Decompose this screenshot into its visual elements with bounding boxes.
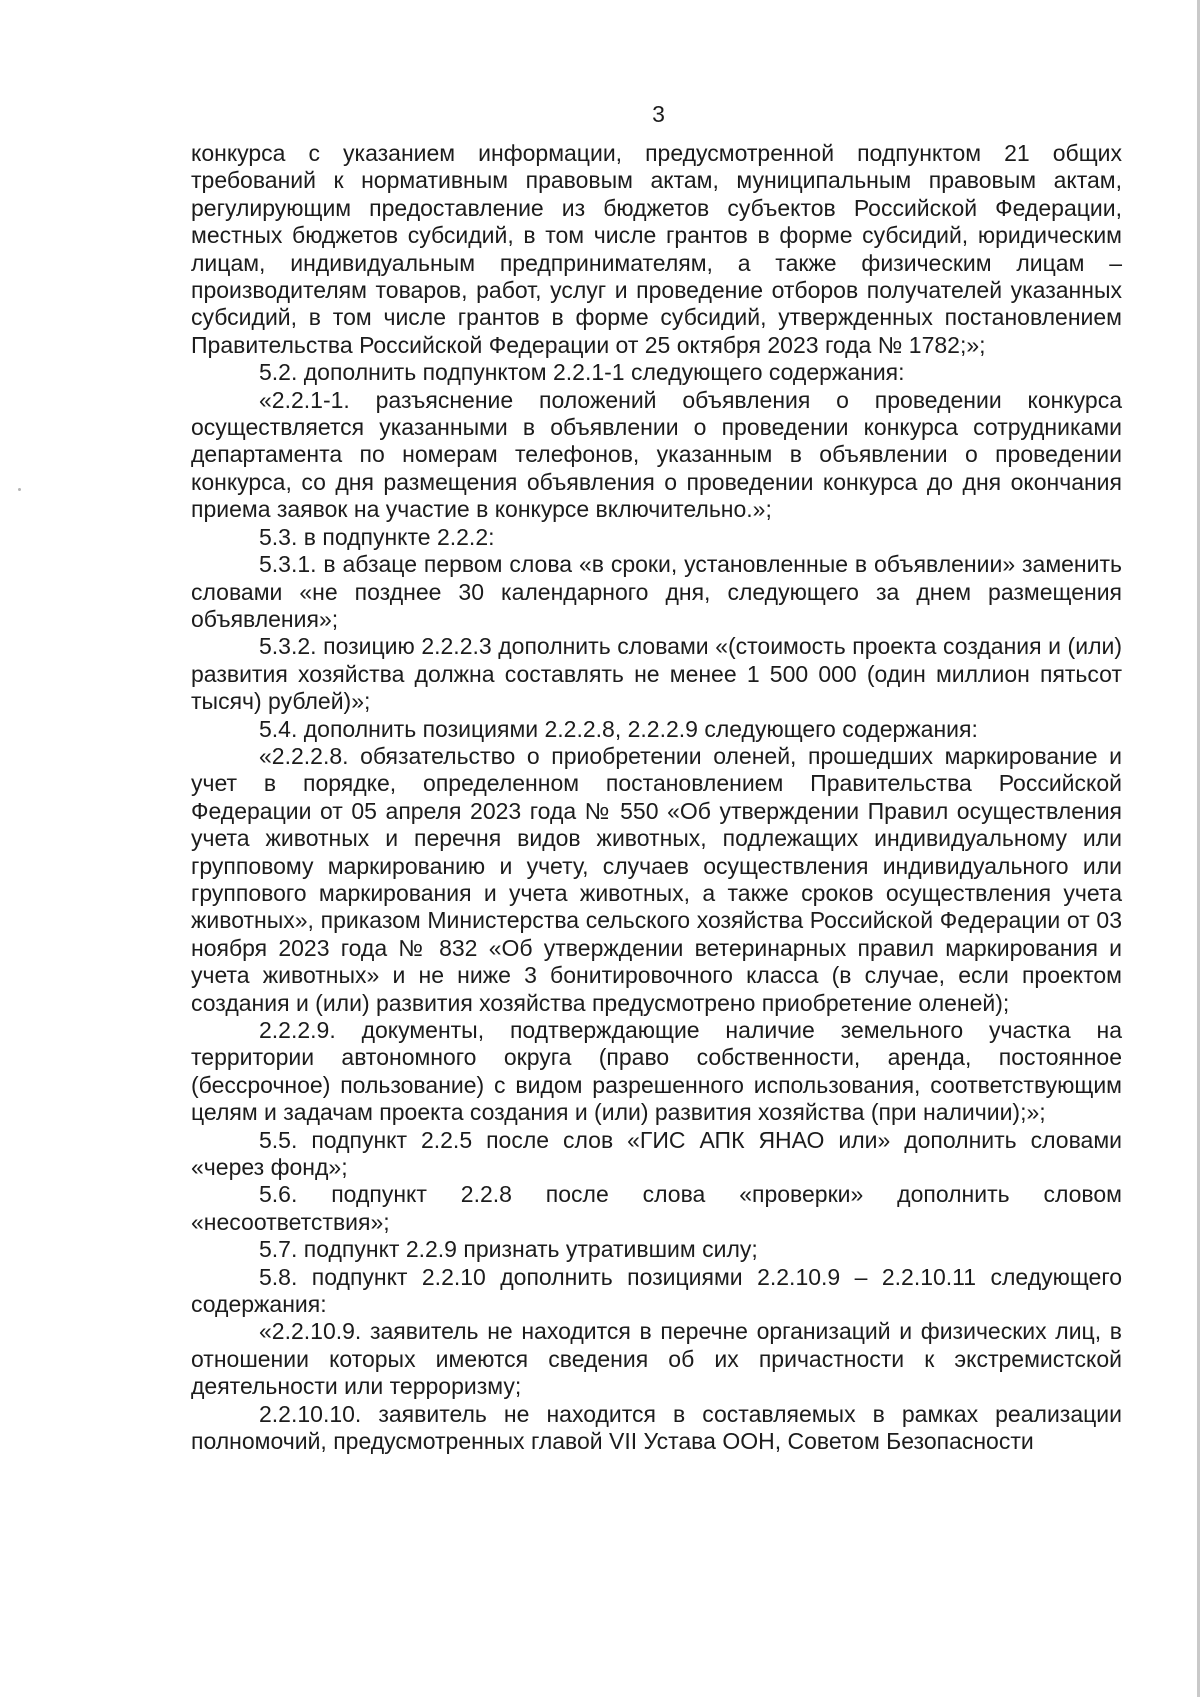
paragraph: 5.8. подпункт 2.2.10 дополнить позициями 2.2.10.9 – 2.2.10.11 следующего содержания: [191,1263,1122,1318]
paragraph: 2.2.10.10. заявитель не находится в составляемых в рамках реализации полномочий, предусмотренных главой VII Устава ООН, Советом Безопасности [191,1400,1122,1455]
paragraph: 5.3.1. в абзаце первом слова «в сроки, установленные в объявлении» заменить словами «не позднее 30 календарного дня, следующего за днем размещения объявления»; [191,551,1122,632]
paragraph: 5.5. подпункт 2.2.5 после слов «ГИС АПК ЯНАО или» дополнить словами «через фонд»; [191,1126,1122,1181]
paragraph: «2.2.10.9. заявитель не находится в перечне организаций и физических лиц, в отношении которых имеются сведения об их причастности к экстремистской деятельности или терроризму; [191,1318,1122,1400]
paragraph: «2.2.2.8. обязательство о приобретении оленей, прошедших маркирование и учет в порядке, определенном постановлением Правительства Российской Федерации от 05 апреля 2023 года № 550 «Об утверждении Правил осуществления учета животных и перечня видов животных, подлежащих индивидуальному или групповому маркированию и учету, случаев осуществления индивидуального или группового маркирования и учета животных, а также сроков осуществления учета животных», приказом Министерства сельского хозяйства Российской Федерации от 03 ноября 2023 года № 832 «Об утверждении ветеринарных правил маркирования и учета животных» и не ниже 3 бонитировочного класса (в случае, если проектом создания и (или) развития хозяйства предусмотрено приобретение оленей); [191,742,1122,1016]
document-body [191,140,1122,1456]
paragraph: 5.3.2. позицию 2.2.2.3 дополнить словами «(стоимость проекта создания и (или) развития хозяйства должна составлять не менее 1 500 000 (один миллион пятьсот тысяч) рублей)»; [191,633,1122,715]
paragraph: 5.7. подпункт 2.2.9 признать утратившим силу; [259,1236,758,1263]
paragraph: 5.6. подпункт 2.2.8 после слова «проверки» дополнить словом «несоответствия»; [191,1181,1122,1235]
paragraph: 5.2. дополнить подпунктом 2.2.1-1 следующего содержания: [259,359,905,386]
paragraph: «2.2.1-1. разъяснение положений объявления о проведении конкурса осуществляется указанными в объявлении о проведении конкурса сотрудниками департамента по номерам телефонов, указанным в объявлении о проведении конкурса, со дня размещения объявления о проведении конкурса до дня окончания приема заявок на участие в конкурсе включительно.»; [191,386,1122,523]
scan-artifact [18,488,21,491]
page-number: 3 [652,101,665,127]
paragraph: 2.2.2.9. документы, подтверждающие наличие земельного участка на территории автономного округа (право собственности, аренда, постоянное (бессрочное) пользование) с видом разрешенного использования, соответствующим целям и задачам проекта создания и (или) развития хозяйства (при наличии);»; [191,1017,1122,1126]
paragraph: конкурса с указанием информации, предусмотренной подпунктом 21 общих требований к нормативным правовым актам, муниципальным правовым актам, регулирующим предоставление из бюджетов субъектов Российской Федерации, местных бюджетов субсидий, в том числе грантов в форме субсидий, юридическим лицам, индивидуальным предпринимателям, а также физическим лицам – производителям товаров, работ, услуг и проведение отборов получателей указанных субсидий, в том числе грантов в форме субсидий, утвержденных постановлением Правительства Российской Федерации от 25 октября 2023 года № 1782;»; [191,140,1122,358]
paragraph: 5.4. дополнить позициями 2.2.2.8, 2.2.2.9 следующего содержания: [259,715,978,742]
paragraph: 5.3. в подпункте 2.2.2: [259,523,495,550]
